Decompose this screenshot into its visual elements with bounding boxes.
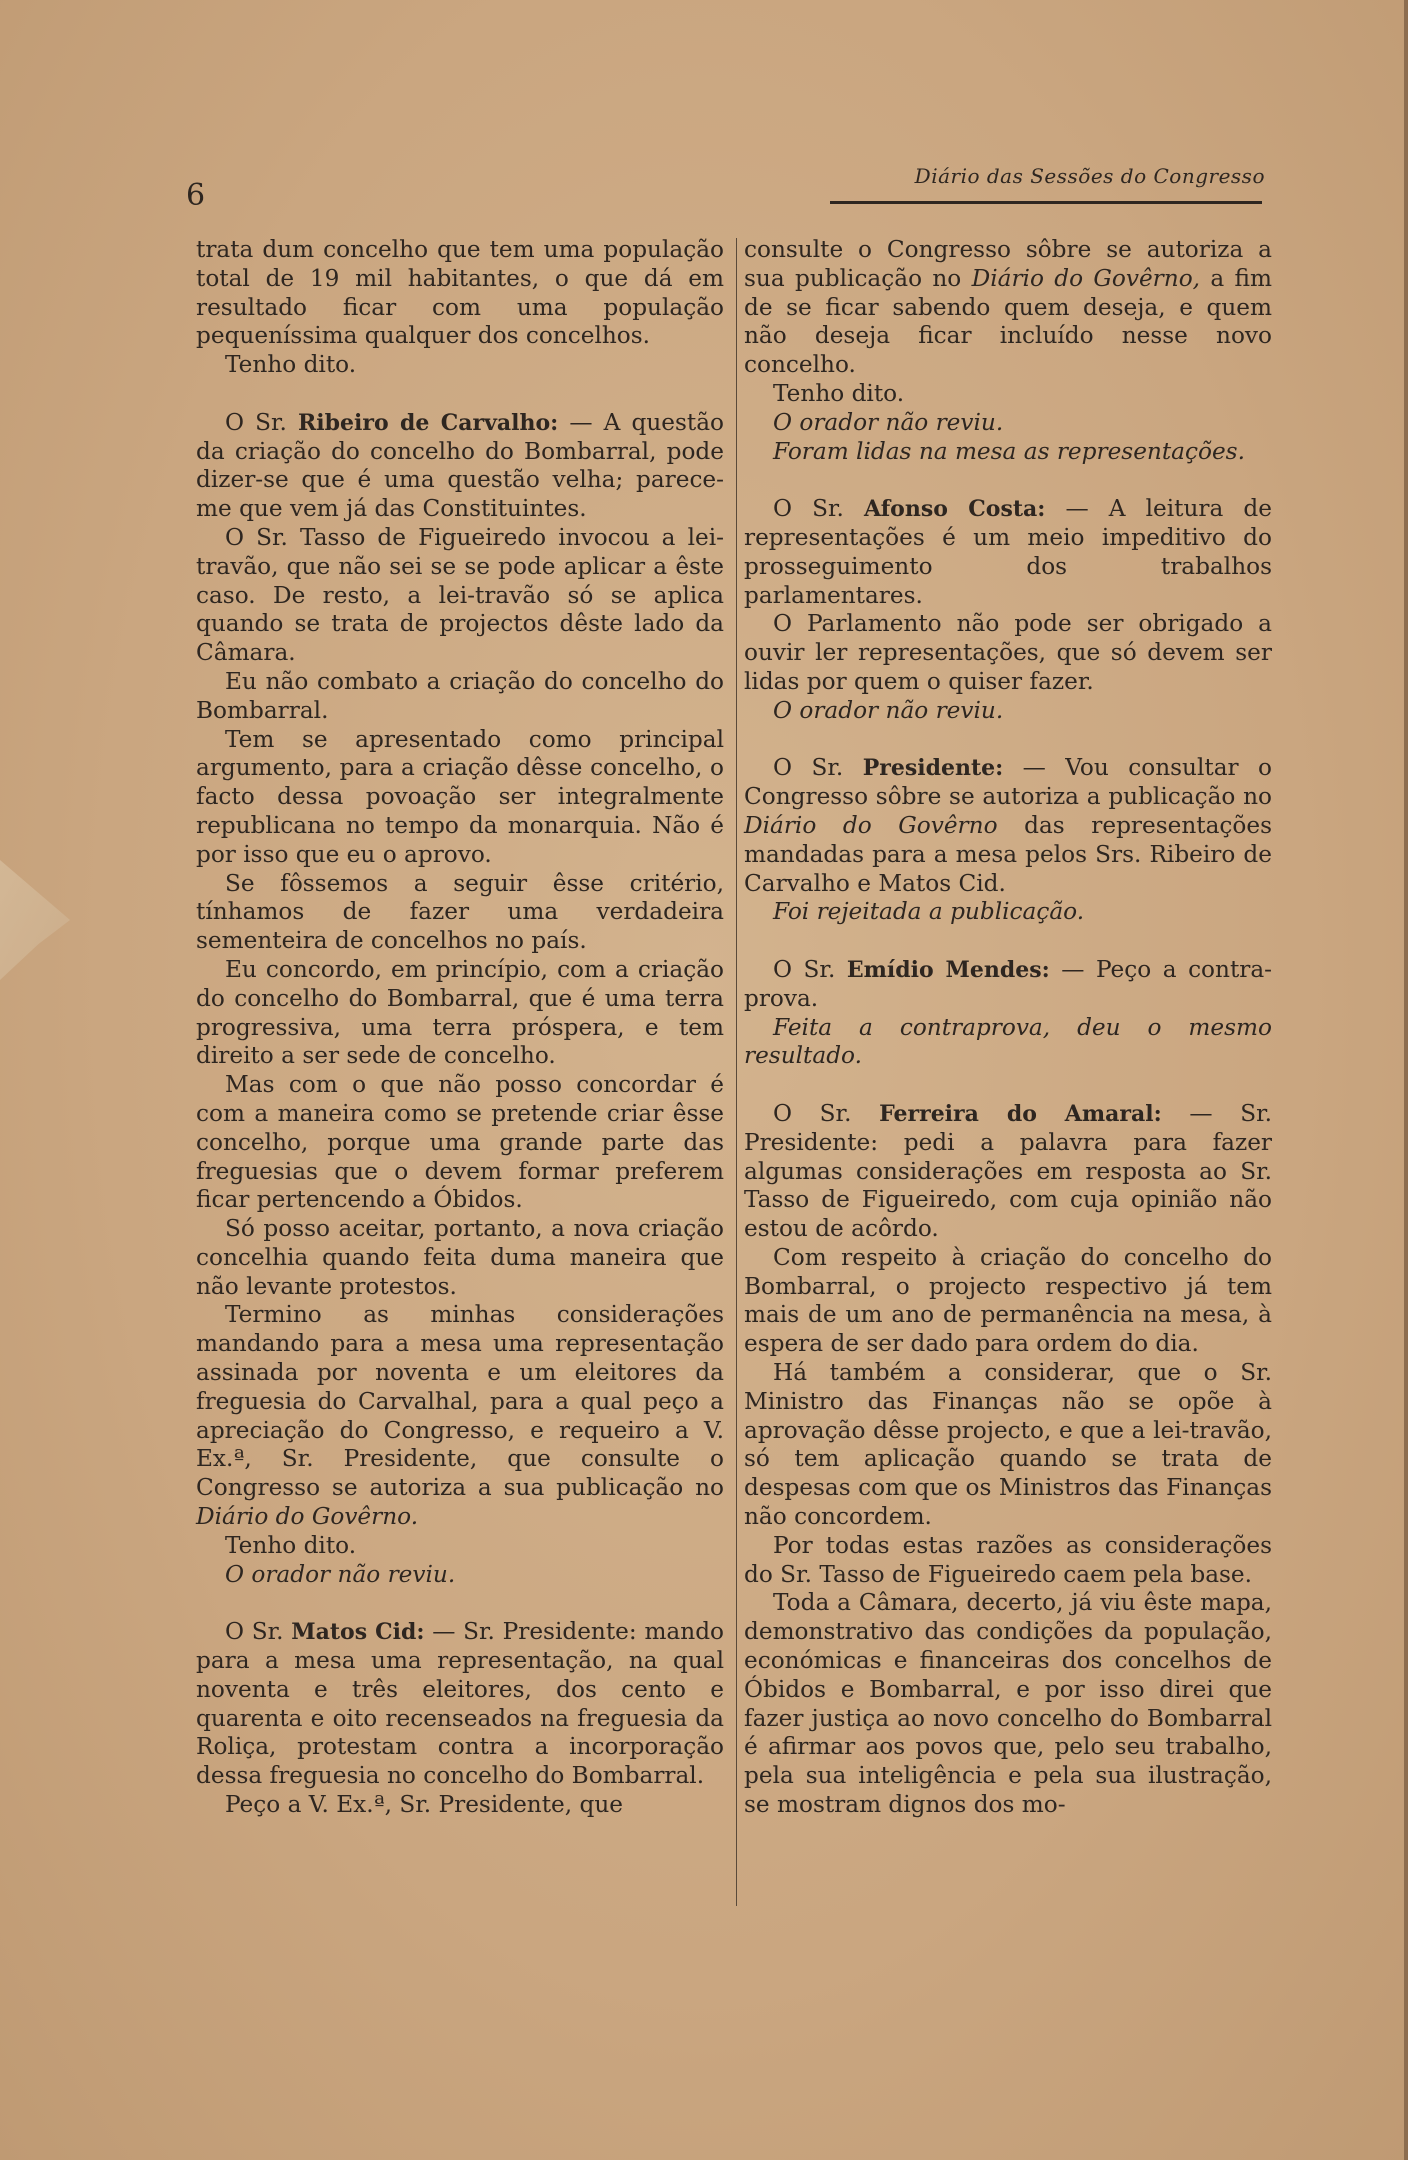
paragraph: Há também a considerar, que o Sr. Ministro das Finanças não se opõe à aprovação dêsse projecto, e que a lei-travão, só tem aplicação quando se trata de despesas com que os Ministros das Finanças não concordem. bbox=[744, 1359, 1272, 1531]
newspaper-title: Diário do Govêrno bbox=[744, 811, 998, 839]
stage-note: Foram lidas na mesa as representações. bbox=[773, 437, 1245, 465]
stage-note: Foi rejeitada a publicação. bbox=[773, 898, 1085, 926]
speech-paragraph bbox=[744, 495, 1272, 610]
speaker-prefix: O Sr. bbox=[773, 955, 836, 983]
paragraph: O Sr. Tasso de Figueiredo invocou a lei-travão, que não sei se se pode aplicar a êste caso. De resto, a lei-travão só se aplica quando se trata de projectos dêste lado da Câmara. bbox=[196, 523, 724, 667]
right-column bbox=[744, 236, 1272, 1820]
speaker-prefix: O Sr. bbox=[773, 754, 844, 782]
speech-text: — Peço a contra-prova. bbox=[744, 955, 1273, 1012]
paragraph: Peço a V. Ex.ª, Sr. Presidente, que bbox=[225, 1791, 624, 1819]
paragraph bbox=[196, 1301, 724, 1531]
running-title: Diário das Sessões do Congresso bbox=[914, 164, 1265, 188]
speech-paragraph bbox=[744, 754, 1272, 898]
speaker-name: Emídio Mendes: bbox=[846, 956, 1050, 983]
speaker-name: Ribeiro de Carvalho: bbox=[297, 409, 559, 436]
speaker-prefix: O Sr. bbox=[225, 408, 287, 436]
page-edge bbox=[1404, 0, 1408, 2160]
speaker-name: Afonso Costa: bbox=[864, 496, 1046, 523]
speech-text: — Vou consultar o Congresso sôbre se autoriza a publicação no bbox=[744, 754, 1273, 811]
speech-text: — A leitura de representações é um meio impeditivo do prosseguimento dos trabalhos parlamentares. bbox=[744, 495, 1272, 609]
speech-text: das representações mandadas para a mesa pelos Srs. Ribeiro de Carvalho e Matos Cid. bbox=[744, 811, 1272, 897]
stage-note: O orador não reviu. bbox=[773, 696, 1004, 724]
paragraph-text: Termino as minhas considerações mandando para a mesa uma representação assinada por noventa e um eleitores da freguesia do Carvalhal, para a qual peço a apreciação do Congresso, e requeiro a V. Ex.ª, Sr. Presidente, que consulte o Congresso se autoriza a sua publicação no bbox=[196, 1301, 724, 1502]
column-divider bbox=[736, 238, 737, 1906]
speech-paragraph bbox=[196, 409, 724, 524]
speaker-prefix: O Sr. bbox=[773, 1099, 852, 1127]
paragraph: trata dum concelho que tem uma população total de 19 mil habitantes, o que dá em resultado ficar com uma população pequeníssima qualquer dos concelhos. bbox=[196, 236, 724, 350]
speaker-prefix: O Sr. bbox=[225, 1618, 284, 1646]
speech-text: — Sr. Presidente: mando para a mesa uma representação, na qual noventa e três eleitores, dos cento e quarenta e oito recenseados na freguesia da Roliça, protestam contra a incorporação dessa freguesia no concelho do Bombarral. bbox=[196, 1618, 724, 1790]
speech-text: — Sr. Presidente: pedi a palavra para fazer algumas considerações em resposta ao Sr. Tasso de Figueiredo, com cuja opinião não estou de acôrdo. bbox=[744, 1099, 1272, 1243]
paragraph: Com respeito à criação do concelho do Bombarral, o projecto respectivo já tem mais de um ano de permanência na mesa, à espera de ser dado para ordem do dia. bbox=[744, 1243, 1272, 1358]
paragraph: Por todas estas razões as considerações do Sr. Tasso de Figueiredo caem pela base. bbox=[744, 1531, 1272, 1588]
speaker-prefix: O Sr. bbox=[773, 495, 844, 523]
newspaper-title: Diário do Govêrno, bbox=[971, 264, 1201, 292]
speech-paragraph bbox=[744, 1100, 1272, 1244]
paragraph: Mas com o que não posso concordar é com a maneira como se pretende criar êsse concelho, porque uma grande parte das freguesias que o devem formar preferem ficar pertencendo a Óbidos. bbox=[196, 1071, 724, 1214]
speech-paragraph bbox=[196, 1618, 724, 1791]
paragraph: Tem se apresentado como principal argumento, para a criação dêsse concelho, o facto dessa povoação ser integralmente republicana no tempo da monarquia. Não é por isso que eu o aprovo. bbox=[196, 725, 724, 868]
speech-text: — A questão da criação do concelho do Bombarral, pode dizer-se que é uma questão velha; parece-me que vem já das Constituintes. bbox=[196, 408, 725, 523]
speech-paragraph bbox=[744, 956, 1272, 1014]
paragraph: Tenho dito. bbox=[225, 351, 357, 379]
page-number: 6 bbox=[186, 178, 206, 213]
paragraph: Tenho dito. bbox=[225, 1531, 357, 1559]
stage-note: O orador não reviu. bbox=[773, 408, 1004, 436]
speaker-name: Ferreira do Amaral: bbox=[879, 1100, 1162, 1127]
newspaper-title: Diário do Govêrno. bbox=[196, 1503, 419, 1531]
paragraph: Se fôssemos a seguir êsse critério, tínhamos de fazer uma verdadeira sementeira de concelhos no país. bbox=[196, 869, 724, 955]
speaker-name: Matos Cid: bbox=[291, 1619, 425, 1646]
stage-note: Feita a contraprova, deu o mesmo resultado. bbox=[744, 1013, 1272, 1070]
left-column bbox=[196, 236, 724, 1820]
paragraph: Só posso aceitar, portanto, a nova criação concelhia quando feita duma maneira que não levante protestos. bbox=[196, 1215, 724, 1300]
paragraph bbox=[744, 236, 1272, 380]
header-rule bbox=[830, 201, 1262, 204]
paragraph: Toda a Câmara, decerto, já viu êste mapa, demonstrativo das condições da população, económicas e financeiras dos concelhos de Óbidos e Bombarral, e por isso direi que fazer justiça ao novo concelho do Bombarral é afirmar aos povos que, pelo seu trabalho, pela sua inteligência e pela sua ilustração, se mostram dignos dos mo- bbox=[744, 1589, 1272, 1819]
stage-note: O orador não reviu. bbox=[225, 1560, 456, 1588]
paragraph-text: consulte o Congresso sôbre se autoriza a sua publicação no bbox=[744, 236, 1272, 292]
paragraph: Eu concordo, em princípio, com a criação do concelho do Bombarral, que é uma terra progressiva, uma terra próspera, e tem direito a ser sede de concelho. bbox=[196, 955, 724, 1070]
paragraph: O Parlamento não pode ser obrigado a ouvir ler representações, que só devem ser lidas por quem o quiser fazer. bbox=[744, 610, 1272, 695]
paragraph: Tenho dito. bbox=[773, 379, 905, 407]
paper-tear-mark bbox=[0, 860, 70, 980]
paragraph: Eu não combato a criação do concelho do Bombarral. bbox=[196, 667, 724, 724]
paragraph-text: a fim de se ficar sabendo quem deseja, e quem não deseja ficar incluído nesse novo concelho. bbox=[744, 264, 1272, 379]
speaker-name: Presidente: bbox=[862, 755, 1004, 782]
